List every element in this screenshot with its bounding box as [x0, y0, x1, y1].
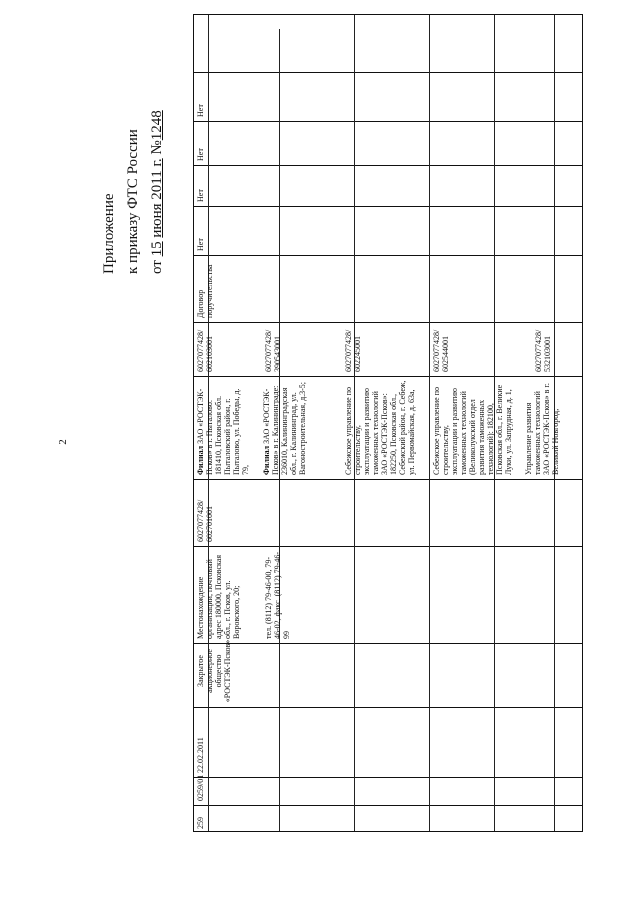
page-number: 2 — [57, 439, 69, 445]
header-date-day: 15 — [149, 241, 165, 257]
col-divider — [194, 805, 582, 806]
branch-2-text: ЗАО «РОСТЭК-Псков» в г. Калининграде: 236010, Калининградская обл., г. Калининград, ул. Вагоностроительная, д.3-5; — [262, 381, 307, 475]
col-b-value: Нет — [196, 189, 205, 202]
col-divider — [194, 255, 582, 256]
registration-date: 22.02.2011 — [196, 737, 205, 773]
header-line-3 — [145, 46, 169, 274]
branch-code-1: 6027077428/ 602103001 — [196, 329, 214, 372]
branch-1 — [196, 379, 250, 475]
row-divider — [429, 15, 430, 831]
header-order-number: 1248 — [149, 110, 165, 141]
branch-4: Себежское управление по строительству, эксплуатации и развитию таможенных технологий (Великолукский отдел развития таможенных технологий): 182100, Псковская обл., г. Великие Луки, ул. Запрудная, д. 1, — [432, 384, 513, 475]
organization-phones: тел. (8112) 79-46-00, 79-46-02, факс. (8112) 79-46-99 — [264, 552, 291, 639]
inn-kpp: 6027077428/ 602701001 — [196, 499, 214, 542]
col-divider — [194, 546, 582, 547]
order-header — [97, 46, 185, 274]
branch-code-5: 6027077428/ 532103001 — [534, 329, 552, 372]
branch-code-4: 6027077428/ 602544001 — [432, 329, 450, 372]
header-date-prefix: от — [149, 260, 165, 274]
branch-1-title: Филиал — [196, 445, 205, 475]
header-number-prefix: № — [149, 140, 165, 155]
organization-address: Местонахождение организации, почтовый адрес 180000, Псковская обл., г. Псков, ул. Воровского, 20; — [196, 554, 241, 639]
branch-1-text: ЗАО «РОСТЭК-Псков» в г. Пыталово: 181410, Псковская обл. Пыталовский район, г. Пыталово, ул. Победы, д. 79, — [196, 388, 250, 475]
col-divider — [194, 165, 582, 166]
col-divider — [194, 479, 582, 480]
col-c-value: Нет — [196, 148, 205, 161]
col-divider — [194, 206, 582, 207]
branch-2-title: Филиал — [262, 445, 271, 475]
col-divider — [194, 322, 582, 323]
col-d-value: Нет — [196, 104, 205, 117]
col-divider — [194, 376, 582, 377]
col-divider — [194, 707, 582, 708]
col-divider — [194, 121, 582, 122]
branch-code-2: 6027077428/ 390543001 — [264, 329, 282, 372]
row-number: 259 — [196, 817, 205, 829]
header-line-1: Приложение — [101, 193, 117, 274]
register-table — [193, 14, 583, 832]
branch-code-3: 6027077428/ 602245001 — [344, 329, 362, 372]
branch-3: Себежское управление по строительству, эксплуатации и развитию таможенных технологий ЗАО «РОСТЭК-Псков»: 182250, Псковская обл., Себежский район, г. Себеж, ул. Первомайская, д. 63а, — [344, 380, 416, 475]
organization-name: Закрытое акционерное общество «РОСТЭК-Псков» — [196, 639, 232, 703]
col-a-value: Нет — [196, 238, 205, 251]
branch-5: Управление развития таможенных технологий ЗАО «РОСТЭК-Псков» в г. Великий Новгород; — [524, 383, 560, 475]
guarantee-document: Договор поручительства — [196, 264, 214, 318]
branch-2 — [262, 379, 307, 475]
col-divider — [194, 643, 582, 644]
registration-code: 0259/01 — [196, 774, 205, 801]
header-date-month-year: июня 2011 г. — [149, 158, 165, 238]
col-divider — [194, 72, 582, 73]
header-line-2: к приказу ФТС России — [125, 129, 141, 274]
col-divider — [194, 777, 582, 778]
